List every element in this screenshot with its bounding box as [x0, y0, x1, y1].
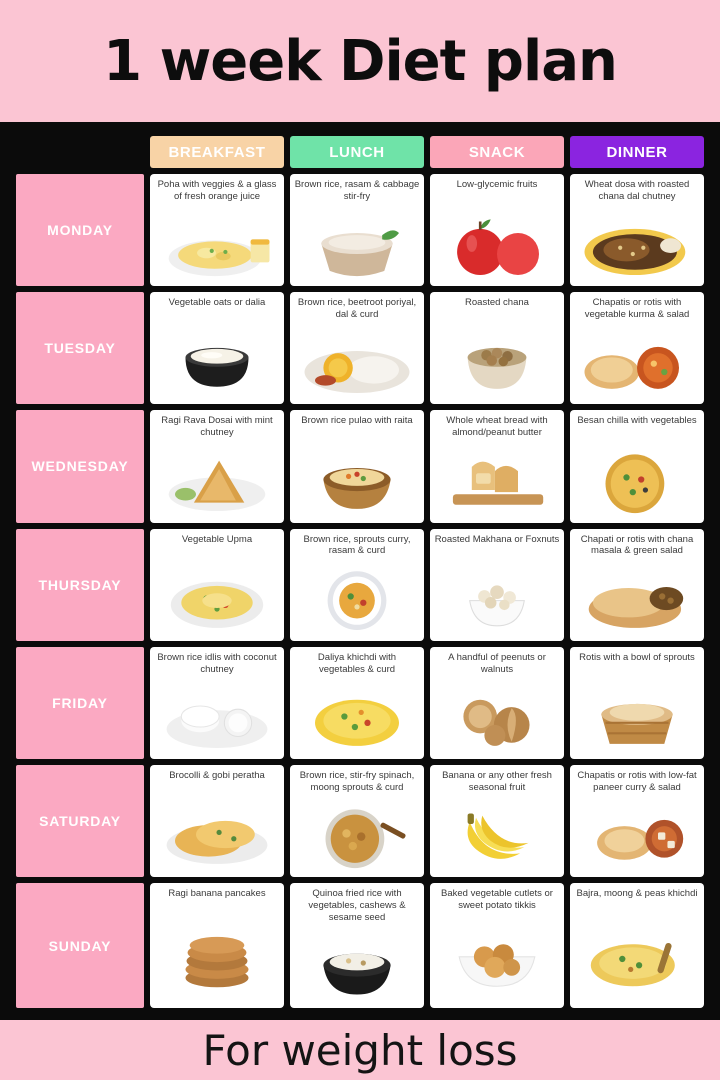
makhana-bowl-icon: [434, 558, 560, 641]
pulao-bowl-icon: [294, 439, 420, 522]
curry-bowl-icon: [294, 558, 420, 641]
meal-cell-monday-snack: [430, 174, 564, 286]
table-row: [16, 765, 704, 877]
meal-cell-tuesday-lunch: [290, 292, 424, 404]
meal-text: Brown rice, beetroot poriyal, dal & curd: [297, 297, 417, 321]
day-label-wednesday: WEDNESDAY: [16, 410, 144, 522]
meal-cell-sunday-snack: [430, 883, 564, 1008]
meal-cell-monday-lunch: [290, 174, 424, 286]
day-label-sunday: SUNDAY: [16, 883, 144, 1008]
day-label-saturday: SATURDAY: [16, 765, 144, 877]
bajra-khichdi-icon: [574, 912, 700, 1008]
table-row: [16, 529, 704, 641]
meal-text: Roasted chana: [465, 297, 529, 309]
meal-cell-sunday-breakfast: [150, 883, 284, 1008]
meal-text: Chapatis or rotis with vegetable kurma & salad: [584, 297, 690, 321]
meal-text: Besan chilla with vegetables: [577, 415, 697, 427]
meal-text: Chapatis or rotis with low-fat paneer curry & salad: [577, 769, 697, 793]
poha-plate-icon: [154, 203, 280, 286]
meal-text: Vegetable oats or dalia: [168, 297, 266, 309]
upma-plate-icon: [154, 558, 280, 641]
chapati-curry-icon: [574, 321, 700, 404]
meal-text: Whole wheat bread with almond/peanut butter: [446, 415, 548, 439]
column-header-lunch: LUNCH: [290, 136, 424, 168]
meal-text: Roasted Makhana or Foxnuts: [434, 533, 560, 545]
khichdi-bowl-icon: [294, 676, 420, 759]
meal-text: Chapati or rotis with chana masala & green salad: [580, 533, 694, 557]
roti-basket-icon: [574, 676, 700, 759]
meal-cell-tuesday-snack: [430, 292, 564, 404]
rice-dal-plate-icon: [294, 321, 420, 404]
meal-text: Brown rice, sprouts curry, rasam & curd: [303, 533, 411, 557]
table-row: [16, 410, 704, 522]
table-row: [16, 292, 704, 404]
day-label-tuesday: TUESDAY: [16, 292, 144, 404]
meal-cell-saturday-lunch: [290, 765, 424, 877]
quinoa-bowl-icon: [294, 924, 420, 1008]
meal-cell-tuesday-dinner: [570, 292, 704, 404]
meal-cell-monday-dinner: [570, 174, 704, 286]
diet-plan-table: [10, 130, 710, 1014]
day-label-thursday: THURSDAY: [16, 529, 144, 641]
meal-cell-monday-breakfast: [150, 174, 284, 286]
table-header-row: [16, 136, 704, 168]
meal-cell-sunday-lunch: [290, 883, 424, 1008]
meal-cell-wednesday-lunch: [290, 410, 424, 522]
meal-cell-wednesday-snack: [430, 410, 564, 522]
meal-text: Bajra, moong & peas khichdi: [576, 888, 698, 900]
meal-text: Ragi banana pancakes: [168, 888, 266, 900]
oats-bowl-icon: [154, 321, 280, 404]
footer-title: For weight loss: [202, 1025, 518, 1075]
meal-text: Rotis with a bowl of sprouts: [579, 651, 695, 663]
meal-text: Poha with veggies & a glass of fresh orange juice: [157, 179, 277, 202]
idli-plate-icon: [154, 676, 280, 759]
table-row: [16, 647, 704, 759]
diet-plan-table-container: [0, 122, 720, 1020]
meal-cell-tuesday-breakfast: [150, 292, 284, 404]
meal-text: Wheat dosa with roasted chana dal chutney: [584, 179, 690, 202]
meal-cell-friday-lunch: [290, 647, 424, 759]
bread-toast-icon: [434, 439, 560, 522]
table-row: [16, 174, 704, 286]
meal-cell-thursday-dinner: [570, 529, 704, 641]
day-label-monday: MONDAY: [16, 174, 144, 286]
meal-text: Daliya khichdi with vegetables & curd: [317, 651, 397, 675]
meal-text: Brocolli & gobi peratha: [169, 769, 265, 781]
meal-text: Low-glycemic fruits: [456, 179, 538, 190]
meal-text: Vegetable Upma: [181, 533, 253, 545]
page-title: 1 week Diet plan: [103, 28, 617, 94]
ragi-dosa-icon: [154, 439, 280, 522]
meal-cell-thursday-lunch: [290, 529, 424, 641]
dosa-plate-icon: [574, 203, 700, 286]
meal-cell-thursday-snack: [430, 529, 564, 641]
meal-cell-sunday-dinner: [570, 883, 704, 1008]
column-header-breakfast: BREAKFAST: [150, 136, 284, 168]
table-corner-cell: [16, 136, 144, 168]
meal-text: Quinoa fried rice with vegetables, cashews & sesame seed: [308, 888, 406, 923]
bananas-icon: [434, 794, 560, 877]
meal-text: A handful of peenuts or walnuts: [448, 651, 546, 675]
column-header-snack: SNACK: [430, 136, 564, 168]
chapati-chana-icon: [574, 558, 700, 641]
meal-cell-friday-dinner: [570, 647, 704, 759]
cutlets-plate-icon: [434, 912, 560, 1008]
paneer-curry-icon: [574, 794, 700, 877]
stirfry-bowl-icon: [294, 794, 420, 877]
meal-text: Brown rice, stir-fry spinach, moong sprouts & curd: [299, 769, 415, 793]
meal-text: Brown rice idlis with coconut chutney: [157, 651, 277, 675]
apples-icon: [434, 203, 560, 286]
column-header-dinner: DINNER: [570, 136, 704, 168]
meal-cell-wednesday-dinner: [570, 410, 704, 522]
meal-cell-saturday-dinner: [570, 765, 704, 877]
meal-cell-friday-snack: [430, 647, 564, 759]
meal-cell-thursday-breakfast: [150, 529, 284, 641]
meal-text: Baked vegetable cutlets or sweet potato tikkis: [441, 888, 553, 911]
poster-footer: [0, 1020, 720, 1080]
meal-text: Ragi Rava Dosai with mint chutney: [161, 415, 273, 439]
meal-cell-wednesday-breakfast: [150, 410, 284, 522]
poster-header: [0, 0, 720, 122]
meal-text: Brown rice, rasam & cabbage stir-fry: [294, 179, 420, 202]
paratha-plate-icon: [154, 794, 280, 877]
day-label-friday: FRIDAY: [16, 647, 144, 759]
meal-cell-saturday-snack: [430, 765, 564, 877]
chana-bowl-icon: [434, 321, 560, 404]
walnuts-icon: [434, 676, 560, 759]
meal-cell-saturday-breakfast: [150, 765, 284, 877]
meal-cell-friday-breakfast: [150, 647, 284, 759]
table-row: [16, 883, 704, 1008]
meal-text: Banana or any other fresh seasonal fruit: [442, 769, 552, 793]
rice-bowl-icon: [294, 203, 420, 286]
pancakes-icon: [154, 912, 280, 1008]
meal-text: Brown rice pulao with raita: [301, 415, 413, 427]
besan-chilla-icon: [574, 439, 700, 522]
